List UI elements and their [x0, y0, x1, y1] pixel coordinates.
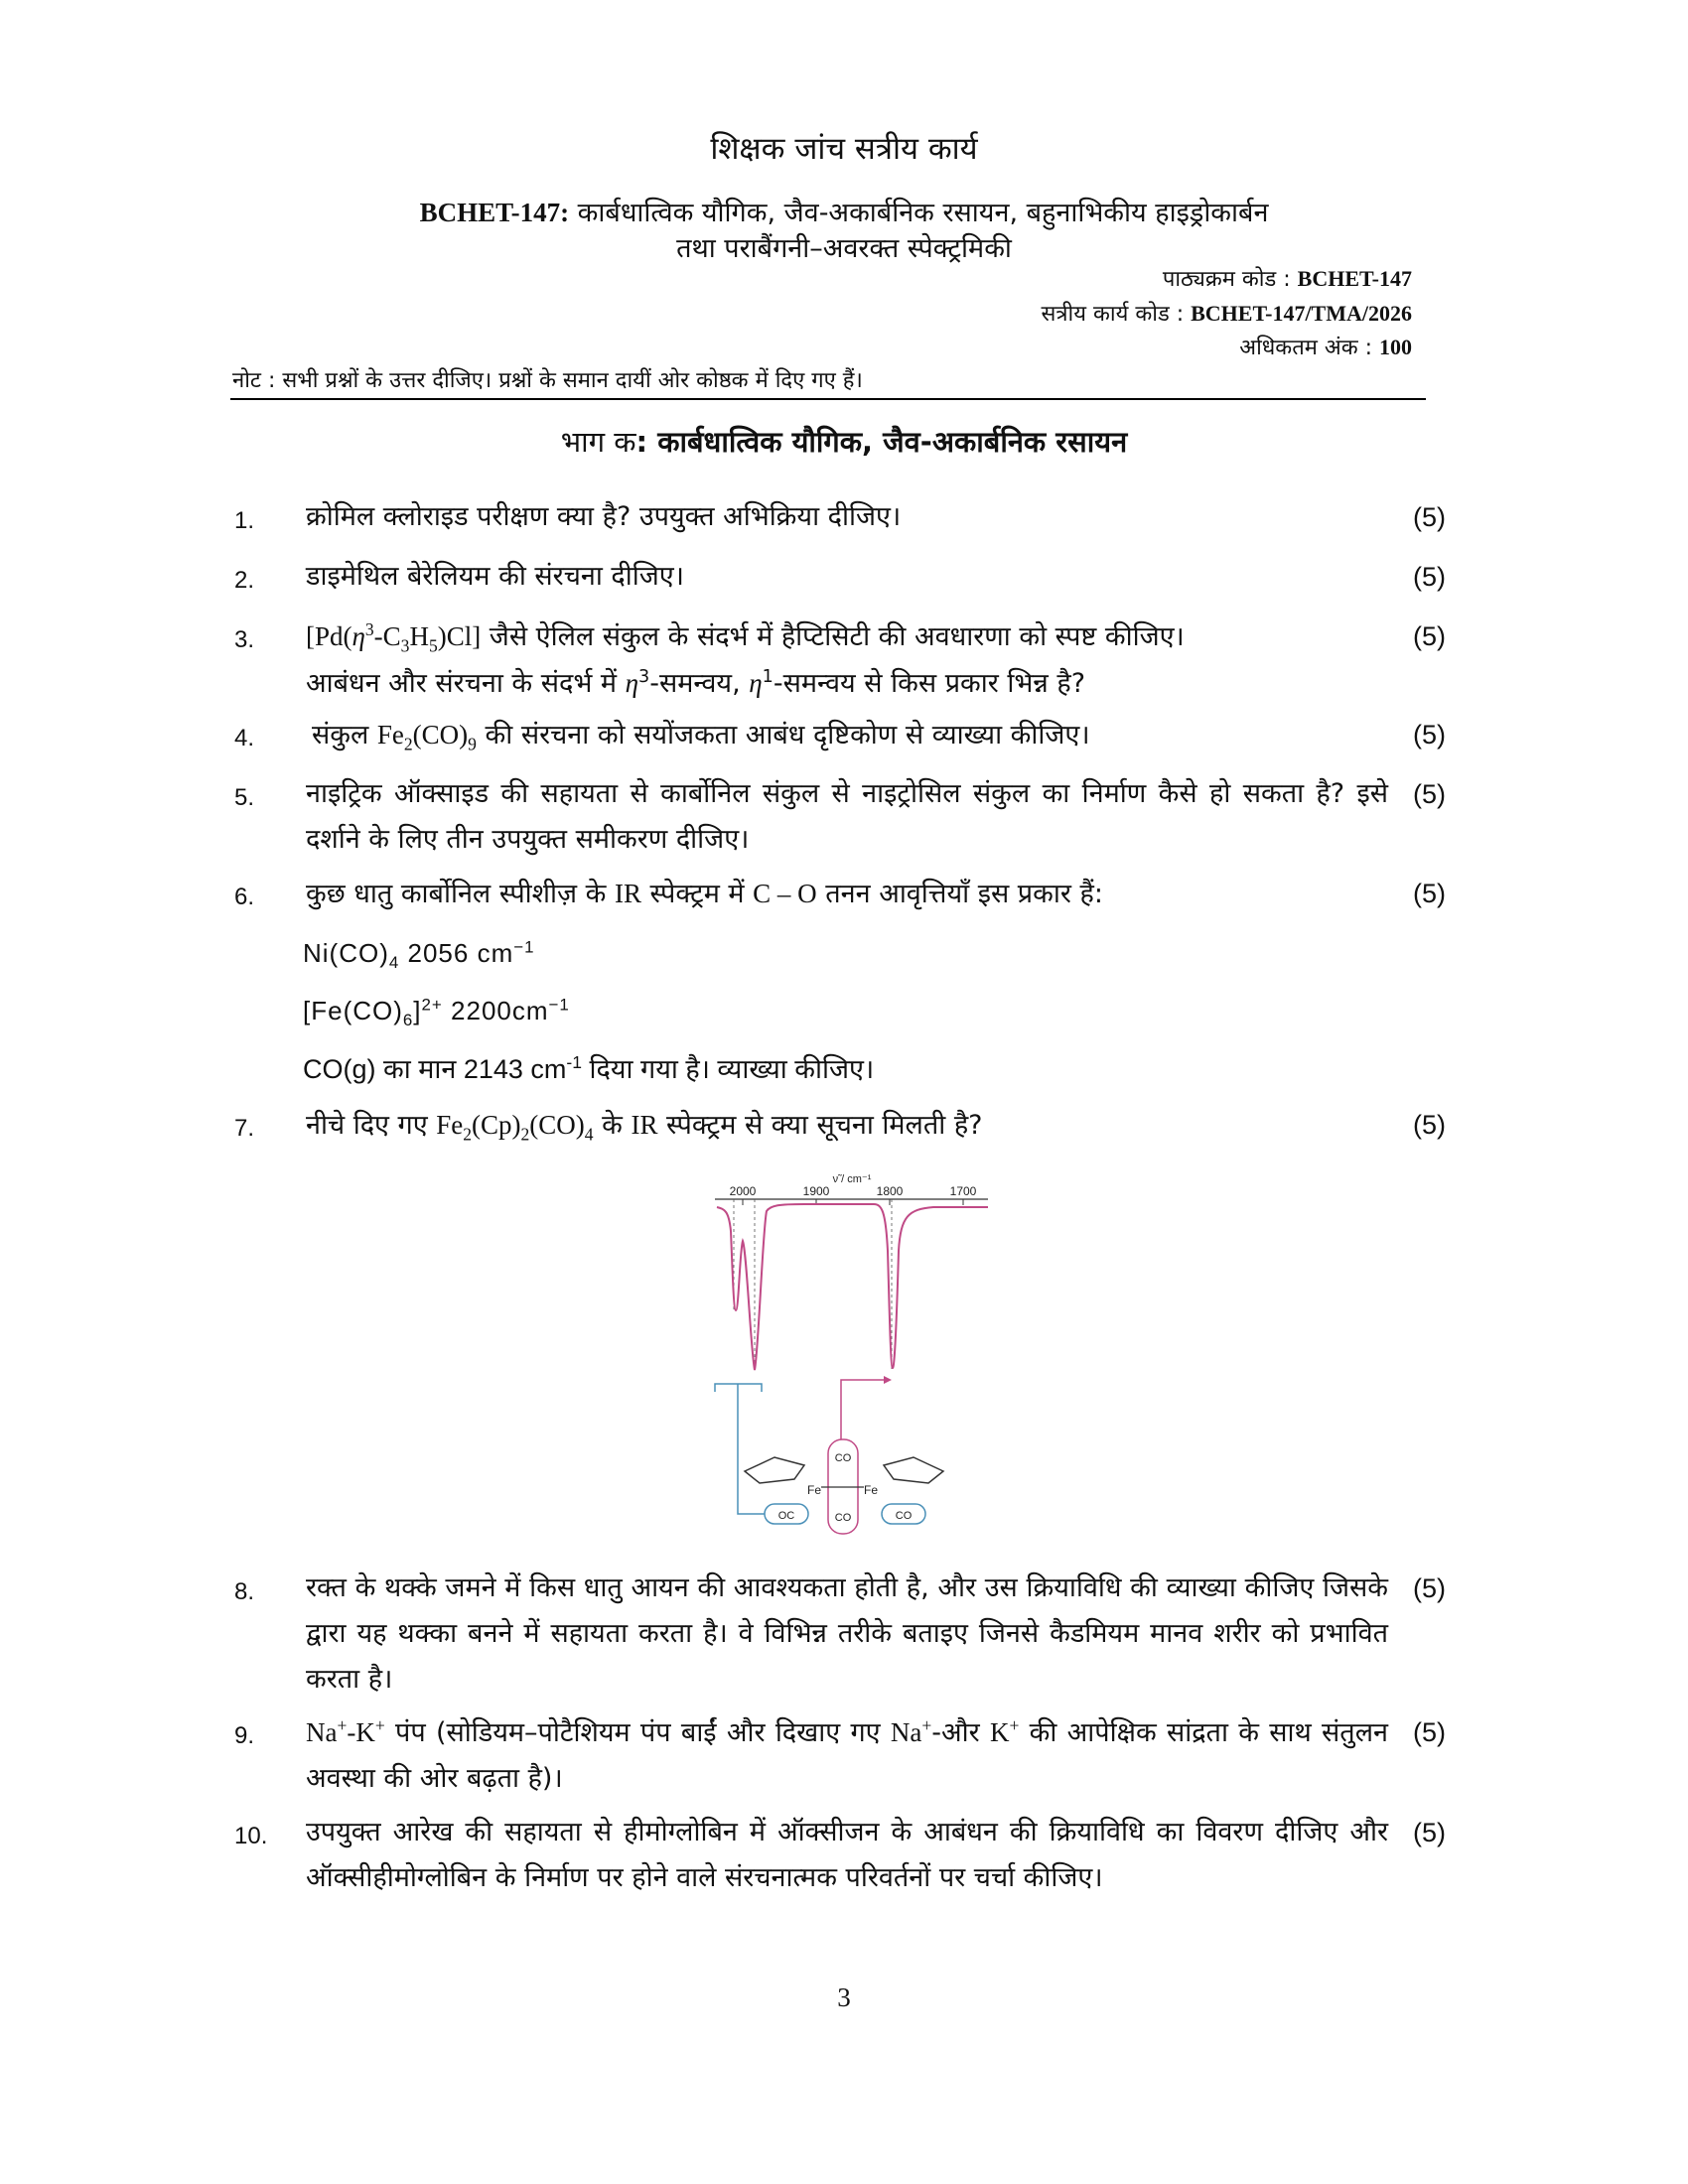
max-marks-meta: अधिकतम अंक : 100 [1239, 335, 1412, 360]
fe-left-label: Fe [807, 1483, 822, 1497]
tick-1900: 1900 [802, 1184, 830, 1198]
fe-co6-frequency: $[Fe(CO)_6]^{2+}$ $2200cm^{-1}$ [303, 995, 570, 1030]
course-title [0, 195, 1688, 267]
oc-label: OC [777, 1510, 795, 1522]
cp-ring-left [745, 1457, 804, 1483]
tick-1800: 1800 [876, 1184, 904, 1198]
page-number: 3 [837, 1982, 851, 2012]
bridge-co-bottom: CO [834, 1512, 852, 1524]
terminal-co-link [738, 1384, 765, 1514]
ni-co4-frequency: $Ni(CO)_4$ 2056 $cm^{-1}$ [303, 937, 535, 973]
arrow-head [884, 1376, 892, 1384]
bridge-co-top: CO [834, 1452, 852, 1464]
fe-right-label: Fe [864, 1483, 879, 1497]
tick-1700: 1700 [949, 1184, 977, 1198]
assignment-code-meta: सत्रीय कार्य कोड : BCHET-147/TMA/2026 [1041, 301, 1412, 327]
instructions-note: नोट : सभी प्रश्नों के उत्तर दीजिए। प्रश्नों के समान दायीं ओर कोष्ठक में दिए गए हैं। [232, 368, 863, 393]
spectrum-trace [717, 1204, 988, 1370]
co-label: CO [895, 1510, 913, 1522]
course-title-line-1: कार्बधात्विक यौगिक, जैव-अकार्बनिक रसायन, बहुनाभिकीय हाइड्रोकार्बन [569, 198, 1269, 228]
course-code-meta: पाठ्यक्रम कोड : BCHET-147 [1162, 266, 1412, 292]
axis-label: ν̃ / cm⁻¹ [832, 1173, 872, 1185]
course-title-line-2: तथा पराबैंगनी–अवरक्त स्पेक्ट्रमिकी [676, 233, 1012, 264]
bridging-co-link [841, 1380, 884, 1439]
ir-spectrum-figure [705, 1171, 993, 1539]
section-title: भाग क: कार्बधात्विक यौगिक, जैव-अकार्बनिक रसायन [560, 425, 1128, 459]
course-code: BCHET-147: [419, 198, 570, 227]
co-gas-frequency: CO(g) का मान 2143 $cm^{-1}$ दिया गया है। व्याख्या कीजिए। [303, 1052, 875, 1084]
cp-ring-right [884, 1457, 943, 1483]
document-title: शिक्षक जांच सत्रीय कार्य [710, 131, 978, 167]
header-divider [230, 398, 1426, 400]
tick-2000: 2000 [729, 1184, 757, 1198]
